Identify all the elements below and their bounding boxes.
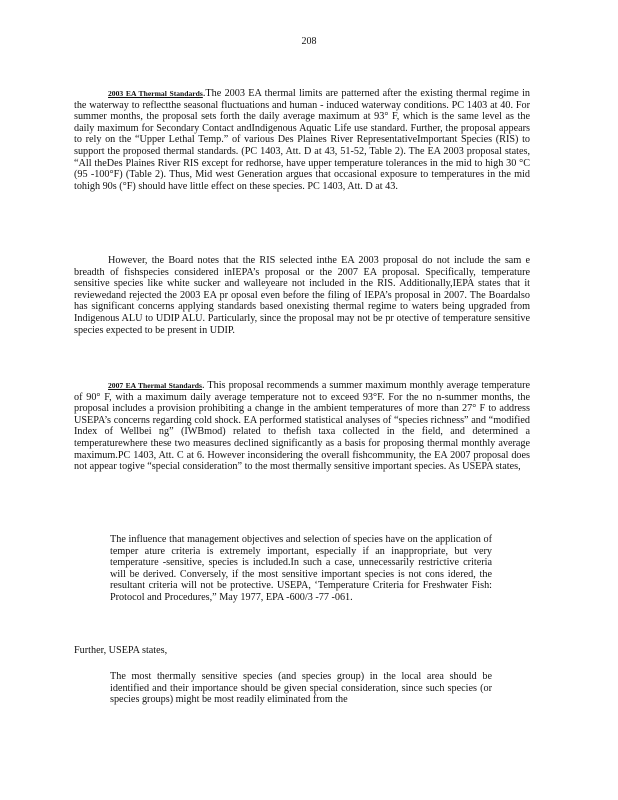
block-quote-usepa-1: The influence that management objectives and selection of species have on the application of temper ature criteria is extremely important, especially if an inappropriate, but very temperature -sensitive, species is included.In such a case, unnecessarily restrictive criteria will be derived. Conversely, if the most sensitive important species is not cons idered, the resultant criteria will not be protective. USEPA, ‘Temperature Criteria for Freshwater Fish: Protocol and Procedures,” May 1977, EPA -600/3 -77 -061. <box>110 534 492 603</box>
paragraph-board-notes-text: However, the Board notes that the RIS selected inthe EA 2003 proposal do not include the sam e breadth of fishspecies considered inIEPA’s proposal or the 2007 EA proposal. Specifically, temperature sensitive species like white sucker and walleyeare not included in the RIS. Additionally,IEPA states that it reviewedand rejected the 2003 EA pr oposal even before the filing of IEPA’s proposal in 2007. The Boardalso has significant concerns applying standards based onexisting thermal regime to waters being upgraded from Indigenous ALU to UDIP ALU. Particularly, since the proposal may not be pr otective of temperature sensitive species expected to be present in UDIP. <box>74 255 530 336</box>
page-number: 208 <box>301 36 317 47</box>
paragraph-2003-ea-standards <box>74 88 530 192</box>
paragraph-board-notes <box>74 255 530 336</box>
heading-2007-ea-thermal-standards: 2007 EA Thermal Standards <box>108 381 202 390</box>
further-usepa-states: Further, USEPA states, <box>74 645 168 656</box>
paragraph-2003-text: .The 2003 EA thermal limits are patterned after the existing thermal regime in the waterway to reflectthe seasonal fluctuations and human - induced waterway conditions. PC 1403 at 40. For summer months, the proposal sets forth the daily average maximum at 93° F, which is the same level as the daily maximum for Secondary Contact andIndigenous Aquatic Life use standard. Further, the proposal appears to rely on the “Upper Lethal Temp.” of various Des Plaines River RepresentativeImportant Species (RIS) to support the proposed thermal standards. (PC 1403, Att. D at 43, 51-52, Table 2). The EA 2003 proposal states, “All theDes Plaines River RIS except for redhorse, have upper temperature tolerances in the mid to high 30 °C (95 -100°F) (Table 2). Thus, Mid west Generation argues that occasional exposure to temperatures in the mid tohigh 90s (°F) should have little effect on these species. PC 1403, Att. D at 43. <box>74 88 530 192</box>
block-quote-usepa-2: The most thermally sensitive species (and species group) in the local area should be identified and their importance should be given special consideration, since such species (or species groups) might be most readily eliminated from the <box>110 671 492 706</box>
paragraph-2007-ea-standards <box>74 380 530 473</box>
paragraph-2007-text: . This proposal recommends a summer maximum monthly average temperature of 90° F, with a maximum daily average temperature not to exceed 93°F. For the no n-summer months, the proposal includes a provision prohibiting a change in the ambient temperatures of more than 27° F to address USEPA’s concerns regarding cold shock. EA performed statistical analyses of “species richness” and “modified Index of Wellbei ng” (IWBmod) related to thefish taxa collected in the field, and determined a temperaturewhere these two measures declined significantly as a basis for proposing thermal monthly average maximum.PC 1403, Att. C at 6. However inconsidering the overall fishcommunity, the EA 2007 proposal does not appear togive “special consideration” to the most thermally sensitive important species. As USEPA states, <box>74 380 530 473</box>
heading-2003-ea-thermal-standards: 2003 EA Thermal Standards <box>108 89 203 98</box>
